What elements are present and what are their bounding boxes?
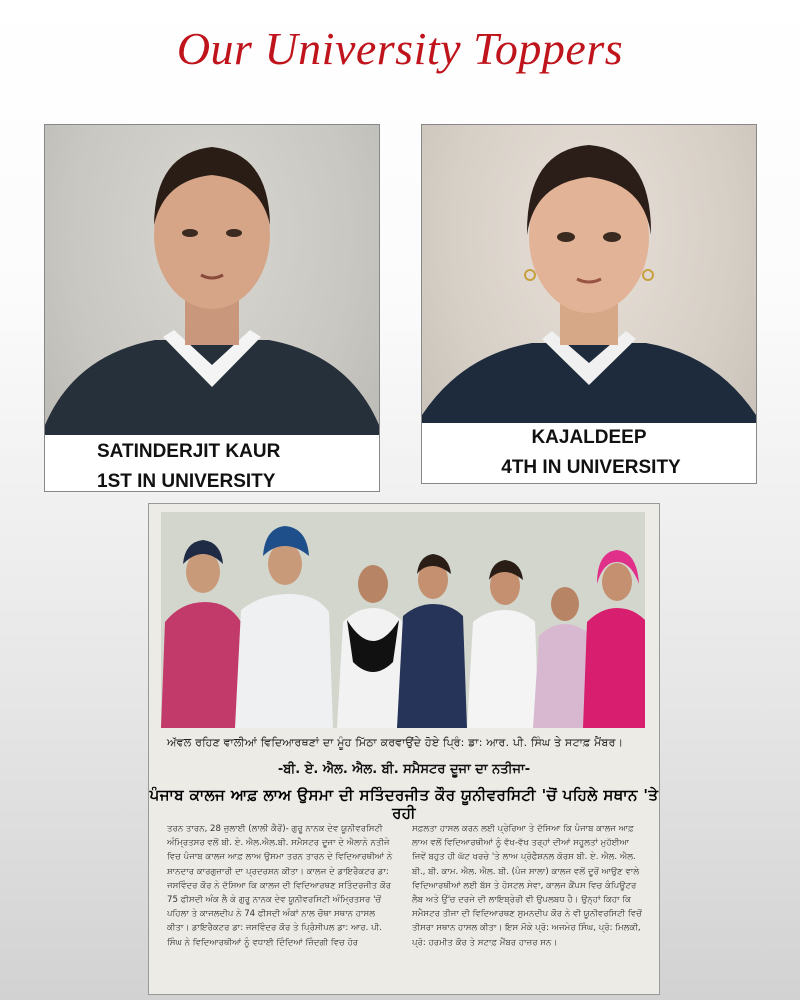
- clipping-body-text: ਤਰਨ ਤਾਰਨ, 28 ਜੁਲਾਈ (ਲਾਲੀ ਕੈਰੋਂ)- ਗੁਰੂ ਨਾਨਕ ਦੇਵ ਯੂਨੀਵਰਸਿਟੀ ਅੰਮ੍ਰਿਤਸਰ ਵਲੋਂ ਬੀ. ਏ. ਐਲ.ਐਲ.ਬੀ. ਸਮੈਸਟਰ ਦੂਜਾ ਦੇ ਐਲਾਨੇ ਨਤੀਜੇ ਵਿਚ ਪੰਜਾਬ ਕਾਲਜ ਆਫ਼ ਲਾਅ ਉਸਮਾ ਤਰਨ ਤਾਰਨ ਦੇ ਵਿਦਿਆਰਥੀਆਂ ਨੇ ਸ਼ਾਨਦਾਰ ਕਾਰਗੁਜ਼ਾਰੀ ਦਾ ਪ੍ਰਦਰਸ਼ਨ ਕੀਤਾ। ਕਾਲਜ ਦੇ ਡਾਇਰੈਕਟਰ ਡਾ: ਜਸਵਿੰਦਰ ਕੌਰ ਨੇ ਦੱਸਿਆ ਕਿ ਕਾਲਜ ਦੀ ਵਿਦਿਆਰਥਣ ਸਤਿੰਦਰਜੀਤ ਕੌਰ 75 ਫੀਸਦੀ ਅੰਕ ਲੈ ਕੇ ਗੁਰੂ ਨਾਨਕ ਦੇਵ ਯੂਨੀਵਰਸਿਟੀ ਅੰਮ੍ਰਿਤਸਰ 'ਚੋਂ ਪਹਿਲਾ ਤੇ ਕਾਜਲਦੀਪ ਨੇ 74 ਫੀਸਦੀ ਅੰਕਾਂ ਨਾਲ ਚੌਥਾ ਸਥਾਨ ਹਾਸਲ ਕੀਤਾ। ਡਾਇਰੈਕਟਰ ਡਾ: ਜਸਵਿੰਦਰ ਕੌਰ ਤੇ ਪ੍ਰਿੰਸੀਪਲ ਡਾ: ਆਰ. ਪੀ. ਸਿੰਘ ਨੇ ਵਿਦਿਆਰਥੀਆਂ ਨੂੰ ਵਧਾਈ ਦਿੰਦਿਆਂ ਜ਼ਿੰਦਗੀ ਵਿਚ ਹੋਰ: [167, 824, 393, 948]
- clipping-photo: [161, 512, 645, 728]
- topper-name: KAJALDEEP: [531, 427, 647, 448]
- page-title: Our University Toppers: [176, 23, 624, 74]
- newspaper-clipping: [148, 503, 660, 995]
- topper-rank: 1ST IN UNIVERSITY: [97, 471, 276, 492]
- topper-name: SATINDERJIT KAUR: [97, 441, 281, 462]
- clipping-body-text: ਸਫ਼ਲਤਾ ਹਾਸਲ ਕਰਨ ਲਈ ਪ੍ਰੇਰਿਆ ਤੇ ਦੱਸਿਆ ਕਿ ਪੰਜਾਬ ਕਾਲਜ ਆਫ਼ ਲਾਅ ਵਲੋਂ ਵਿਦਿਆਰਥੀਆਂ ਨੂੰ ਵੱਖ-ਵੱਖ ਤਰ੍ਹਾਂ ਦੀਆਂ ਸਹੂਲਤਾਂ ਮੁਹੱਈਆ ਜਿਵੇਂ ਬਹੁਤ ਹੀ ਘੱਟ ਖਰਚੇ 'ਤੇ ਲਾਅ ਪ੍ਰੋਫੈਸ਼ਨਲ ਕੋਰਸ ਬੀ. ਏ. ਐਲ. ਐਲ. ਬੀ., ਬੀ. ਕਾਮ. ਐਲ. ਐਲ. ਬੀ. (ਪੰਜ ਸਾਲਾ) ਕਾਲਜ ਵਲੋਂ ਦੂਰੋਂ ਆਉਣ ਵਾਲੇ ਵਿਦਿਆਰਥੀਆਂ ਲਈ ਬੱਸ ਤੇ ਹੋਸਟਲ ਸੇਵਾ, ਕਾਲਜ ਕੈਂਪਸ ਵਿਚ ਕੰਪਿਊਟਰ ਲੈਬ ਅਤੇ ਉੱਚ ਦਰਜੇ ਦੀ ਲਾਇਬ੍ਰੇਰੀ ਵੀ ਉਪਲਬਧ ਹੈ। ਉਨ੍ਹਾਂ ਕਿਹਾ ਕਿ ਸਮੈਸਟਰ ਤੀਜਾ ਦੀ ਵਿਦਿਆਰਥਣ ਸੁਮਨਦੀਪ ਕੌਰ ਨੇ ਵੀ ਯੂਨੀਵਰਸਿਟੀ ਵਿਚੋਂ ਤੀਸਰਾ ਸਥਾਨ ਹਾਸਲ ਕੀਤਾ। ਇਸ ਮੌਕੇ ਪ੍ਰੋ: ਅਜਮੇਰ ਸਿੰਘ, ਪ੍ਰੋ: ਮਿਲਕੀ, ਪ੍ਰੋ: ਹਰਮੀਤ ਕੌਰ ਤੇ ਸਟਾਫ਼ ਮੈਂਬਰ ਹਾਜ਼ਰ ਸਨ।: [412, 824, 642, 948]
- topper-card-satinderjit: [44, 124, 380, 492]
- clipping-body: [167, 822, 643, 982]
- clipping-photo-caption: ਅੱਵਲ ਰਹਿਣ ਵਾਲੀਆਂ ਵਿਦਿਆਰਥਣਾਂ ਦਾ ਮੂੰਹ ਮਿੱਠਾ ਕਰਵਾਉਂਦੇ ਹੋਏ ਪ੍ਰਿੰ: ਡਾ: ਆਰ. ਪੀ. ਸਿੰਘ ਤੇ ਸਟਾਫ਼ ਮੈਂਬਰ।: [167, 736, 624, 749]
- topper-rank: 4TH IN UNIVERSITY: [501, 457, 681, 478]
- clipping-column-left: [167, 822, 398, 982]
- topper-caption: [45, 435, 379, 491]
- topper-card-kajaldeep: [421, 124, 757, 484]
- clipping-column-right: [412, 822, 643, 982]
- topper-caption: [422, 423, 756, 483]
- clipping-headline: ਪੰਜਾਬ ਕਾਲਜ ਆਫ਼ ਲਾਅ ਉਸਮਾ ਦੀ ਸਤਿੰਦਰਜੀਤ ਕੌਰ ਯੂਨੀਵਰਸਿਟੀ 'ਚੋਂ ਪਹਿਲੇ ਸਥਾਨ 'ਤੇ ਰਹੀ: [149, 786, 659, 822]
- clipping-subheadline: -ਬੀ. ਏ. ਐਲ. ਐਲ. ਬੀ. ਸਮੈਸਟਰ ਦੂਜਾ ਦਾ ਨਤੀਜਾ-: [277, 762, 531, 777]
